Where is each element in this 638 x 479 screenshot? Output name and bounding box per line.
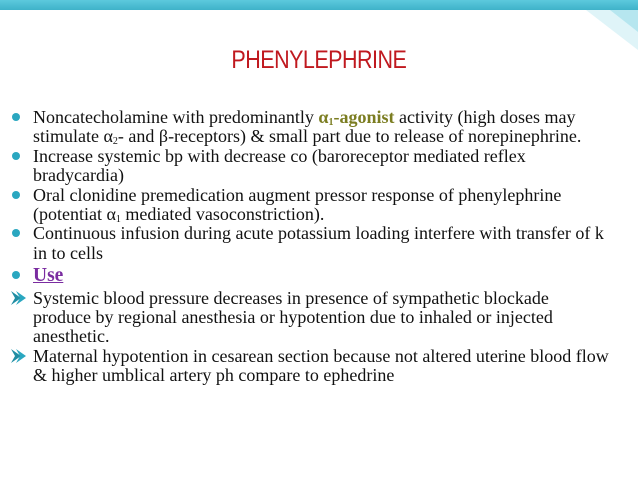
use-item-2: Maternal hypotention in cesarean section because not altered uterine blood flow & higher umblical artery ph compare to ephedrine	[10, 347, 610, 386]
bullet-dot-icon	[12, 113, 20, 121]
use-item-1: Systemic blood pressure decreases in presence of sympathetic blockade produce by regional anesthesia or hypotention due to inhaled or injected anesthetic.	[10, 289, 610, 347]
top-accent-bar	[0, 0, 638, 10]
bullet-item-1: Noncatecholamine with predominantly $\alpha_1$-agonist activity (high doses may stimulate $\alpha_2-$ and β-receptors) & small part due to release of norepinephrine.	[10, 108, 610, 147]
slide-title	[45, 46, 594, 75]
use-heading: Use	[10, 266, 610, 285]
bullet-dot-icon	[12, 271, 20, 279]
bullet-item-3: Oral clonidine premedication augment pressor response of phenylephrine (potentiat $\alpha_1$ mediated vasoconstriction).	[10, 186, 610, 225]
slide-title-text: PHENYLEPHRINE	[231, 46, 407, 74]
alpha1-agonist-highlight: $\alpha_1$-agonist	[318, 107, 395, 128]
bullet-item-2: Increase systemic bp with decrease co (baroreceptor mediated reflex bradycardia)	[10, 147, 610, 186]
bullet-item-4: Continuous infusion during acute potassium loading interfere with transfer of k in to cells	[10, 224, 610, 263]
bullet-dot-icon	[12, 152, 20, 160]
slide-body	[10, 108, 610, 386]
arrow-bullet-icon	[10, 290, 28, 306]
bullet-dot-icon	[12, 191, 20, 199]
bullet-dot-icon	[12, 229, 20, 237]
arrow-bullet-icon	[10, 348, 28, 364]
